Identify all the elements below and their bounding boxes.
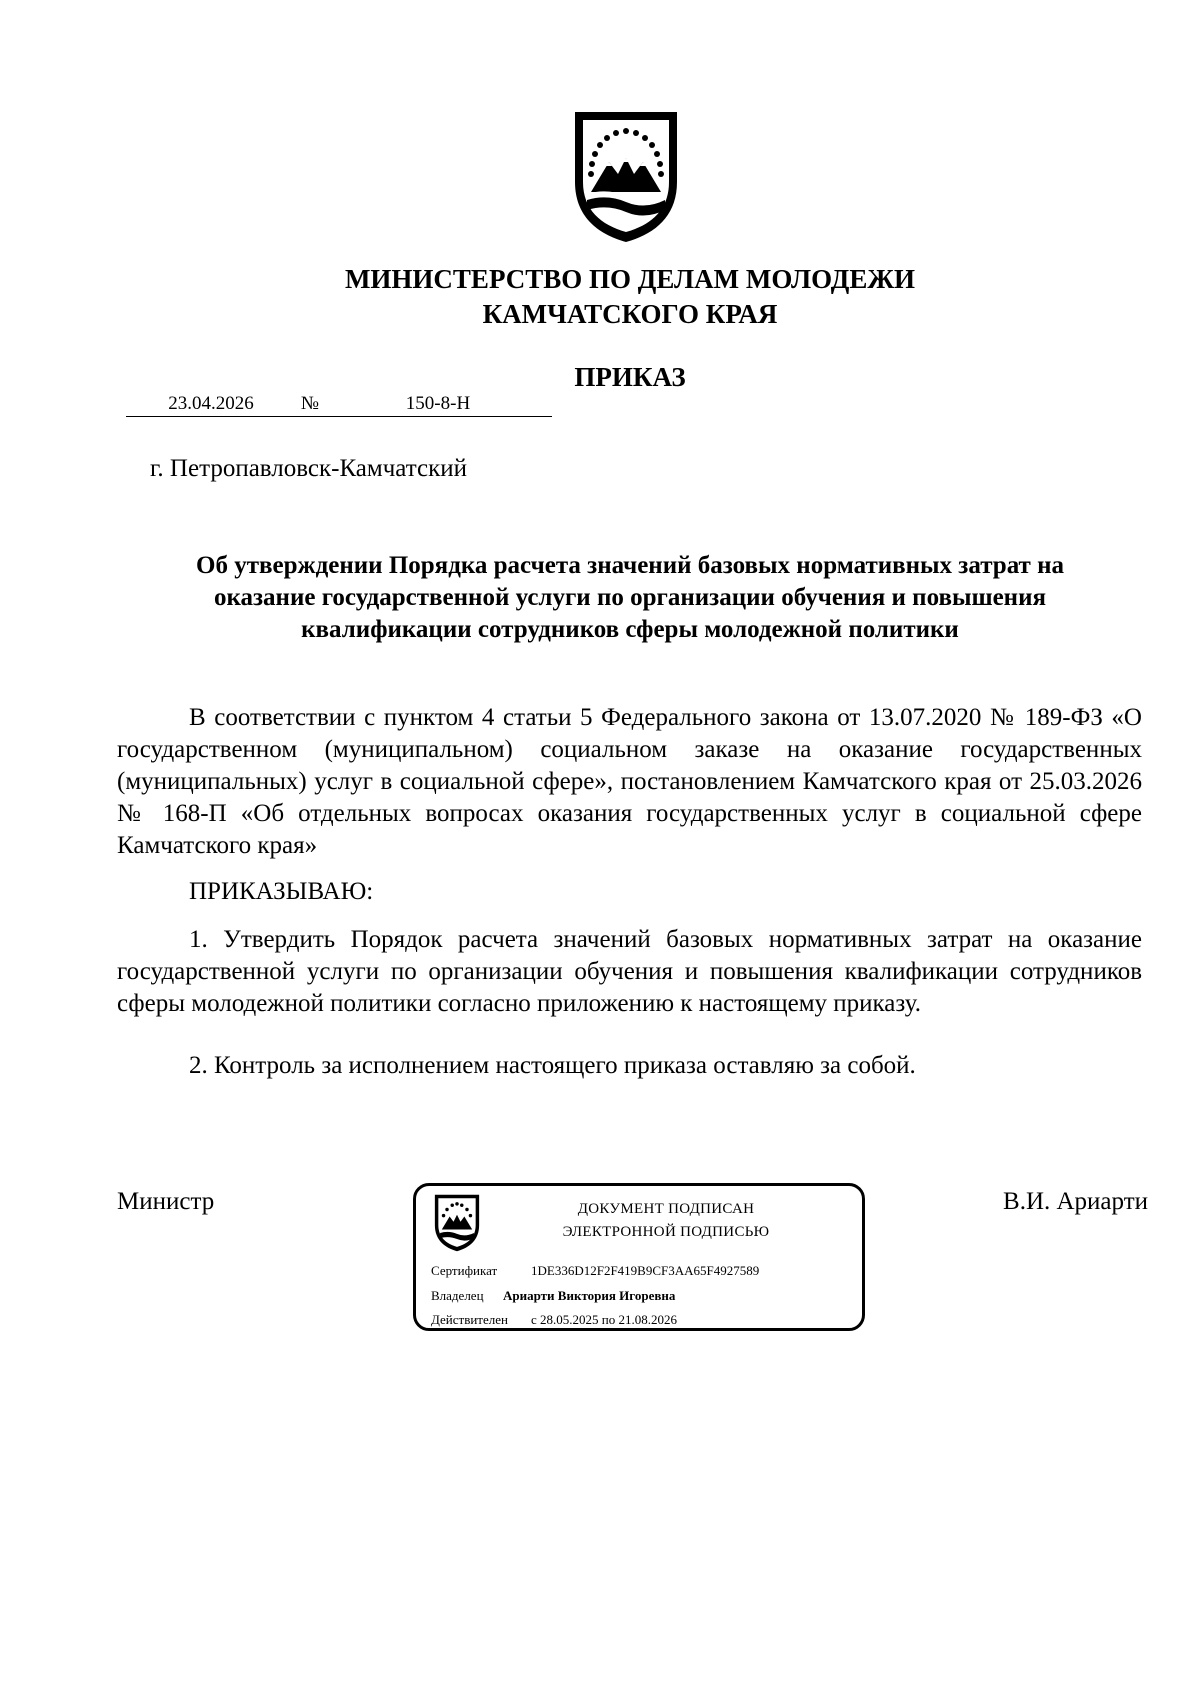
registration-line bbox=[126, 392, 552, 418]
certificate-label: Сертификат bbox=[431, 1263, 498, 1278]
item-1-paragraph bbox=[117, 924, 1142, 1020]
stamp-emblem-icon bbox=[434, 1194, 480, 1252]
item-2-paragraph: 2. Контроль за исполнением настоящего приказа оставляю за собой. bbox=[189, 1052, 916, 1079]
subject-line-1: Об утверждении Порядка расчета значений базовых нормативных затрат на bbox=[196, 552, 1064, 579]
stamp-heading-line-1: ДОКУМЕНТ ПОДПИСАН bbox=[577, 1201, 755, 1217]
e-signature-stamp bbox=[413, 1183, 865, 1331]
stamp-certificate-row bbox=[431, 1263, 759, 1279]
stamp-owner-row bbox=[431, 1288, 675, 1304]
ministry-line-1: МИНИСТЕРСТВО ПО ДЕЛАМ МОЛОДЕЖИ bbox=[344, 264, 916, 294]
signer-name: В.И. Ариарти bbox=[1003, 1188, 1148, 1215]
order-date: 23.04.2026 bbox=[126, 392, 296, 417]
stamp-heading bbox=[506, 1198, 826, 1244]
ministry-line-2: КАМЧАТСКОГО КРАЯ bbox=[482, 299, 778, 329]
stamp-heading-line-2: ЭЛЕКТРОННОЙ ПОДПИСЬЮ bbox=[562, 1224, 770, 1240]
coat-of-arms-icon bbox=[573, 112, 679, 242]
order-word: ПРИКАЗЫВАЮ: bbox=[189, 878, 374, 905]
signer-title: Министр bbox=[117, 1188, 215, 1215]
stamp-validity-row bbox=[431, 1312, 677, 1328]
subject-line-3: квалификации сотрудников сферы молодежной политики bbox=[301, 616, 959, 643]
item-1-text: 1. Утвердить Порядок расчета значений базовых нормативных затрат на оказание государственной услуги по организации обучения и повышения квалификации сотрудников сферы молодежной политики согласно приложению к настоящему приказу. bbox=[117, 926, 1142, 1017]
subject-line-2: оказание государственной услуги по организации обучения и повышения bbox=[213, 584, 1047, 611]
validity-value: с 28.05.2025 по 21.08.2026 bbox=[531, 1312, 677, 1327]
order-number: 150-8-Н bbox=[324, 392, 552, 417]
certificate-value: 1DE336D12F2F419B9CF3AA65F4927589 bbox=[531, 1263, 760, 1278]
document-type: ПРИКАЗ bbox=[574, 362, 686, 392]
city: г. Петропавловск-Камчатский bbox=[150, 455, 467, 482]
validity-label: Действителен bbox=[431, 1312, 508, 1327]
owner-label: Владелец bbox=[431, 1288, 484, 1303]
order-subject bbox=[117, 550, 1143, 646]
preamble-text: В соответствии с пунктом 4 статьи 5 Федерального закона от 13.07.2020 № 189-ФЗ «О государственном (муниципальном) социальном заказе на оказание государственных (муниципальных) услуг в социальной сфере», постановлением Камчатского края от 25.03.2026 № 168-П «Об отдельных вопросах оказания государственных услуг в социальной сфере Камчатского края» bbox=[117, 704, 1142, 859]
owner-value: Ариарти Виктория Игоревна bbox=[503, 1288, 676, 1303]
ministry-name bbox=[0, 262, 1200, 332]
preamble-paragraph bbox=[117, 702, 1142, 862]
number-sign: № bbox=[296, 392, 324, 417]
